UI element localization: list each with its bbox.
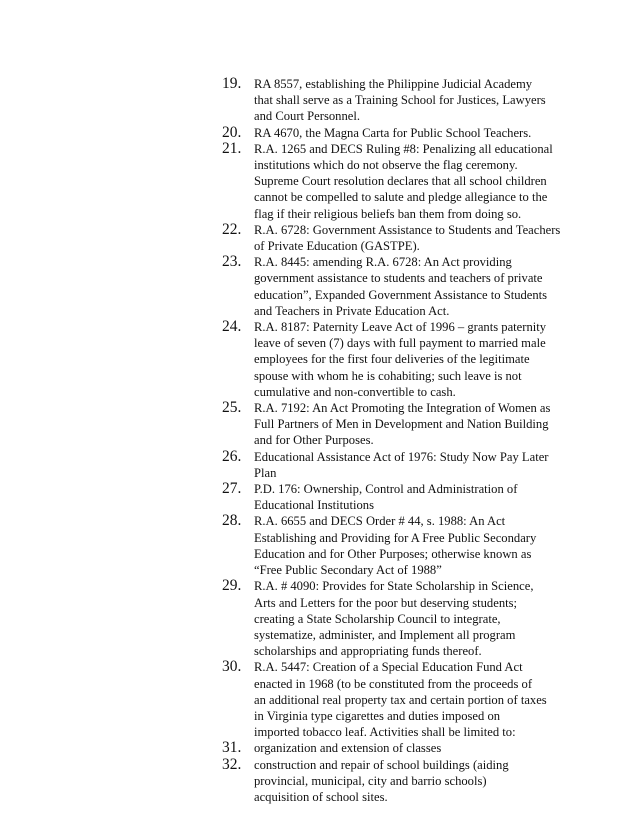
- list-item: [222, 319, 567, 400]
- item-text: R.A. 1265 and DECS Ruling #8: Penalizing all educational institutions which do not observe the flag ceremony. Supreme Court resolution declares that all school children cannot be compelled to salute and pledge allegiance to the flag if their religious beliefs ban them from doing so.: [254, 141, 553, 221]
- item-number: 28.: [222, 512, 242, 530]
- list-item: [222, 757, 567, 806]
- item-text: organization and extension of classes: [254, 741, 442, 756]
- item-number: 20.: [222, 123, 242, 141]
- item-text: R.A. 7192: An Act Promoting the Integration of Women as Full Partners of Men in Development and Nation Building and for Other Purposes.: [254, 401, 551, 448]
- list-item: [222, 125, 567, 141]
- item-number: 30.: [222, 658, 242, 676]
- list-item: [222, 481, 567, 513]
- list-item: [222, 578, 567, 659]
- item-number: 19.: [222, 75, 242, 92]
- item-text: Educational Assistance Act of 1976: Study Now Pay Later Plan: [254, 449, 549, 480]
- item-number: 22.: [222, 220, 242, 238]
- list-item: [222, 400, 567, 449]
- item-number: 23.: [222, 253, 242, 271]
- item-text: R.A. # 4090: Provides for State Scholarship in Science, Arts and Letters for the poor but deserving students; creating a State Scholarship Council to integrate, systematize, administer, and Implement all program scholarships and appropriating funds thereof.: [254, 579, 534, 659]
- list-item: [222, 141, 567, 222]
- list-item: [222, 449, 567, 481]
- item-text: P.D. 176: Ownership, Control and Administration of Educational Institutions: [254, 482, 518, 513]
- list-item: [222, 740, 567, 756]
- item-number: 32.: [222, 755, 242, 773]
- list-item: [222, 254, 567, 319]
- item-text: RA 8557, establishing the Philippine Judicial Academy that shall serve as a Training School for Justices, Lawyers and Court Personnel.: [254, 77, 546, 124]
- list-item: [222, 513, 567, 578]
- item-text: construction and repair of school buildings (aiding provincial, municipal, city and barrio schools) acquisition of school sites.: [254, 757, 509, 804]
- item-text: R.A. 6655 and DECS Order # 44, s. 1988: An Act Establishing and Providing for A Free Public Secondary Education and for Other Purposes; otherwise known as “Free Public Secondary Act of 1988”: [254, 514, 537, 578]
- item-number: 21.: [222, 139, 242, 157]
- item-text: R.A. 6728: Government Assistance to Students and Teachers of Private Education (GASTPE).: [254, 222, 561, 254]
- list-item: [222, 76, 567, 125]
- item-text: R.A. 5447: Creation of a Special Education Fund Act enacted in 1968 (to be constituted from the proceeds of an additional real property tax and certain portion of taxes in Virginia type cigarettes and duties imposed on imported tobacco leaf. Activities shall be limited to:: [254, 660, 547, 740]
- item-number: 25.: [222, 399, 242, 417]
- item-text: RA 4670, the Magna Carta for Public School Teachers.: [254, 125, 532, 140]
- list-item: [222, 659, 567, 740]
- list-item: [222, 222, 567, 254]
- item-number: 29.: [222, 577, 242, 595]
- laws-list: [222, 76, 567, 805]
- item-number: 31.: [222, 739, 242, 757]
- item-text: R.A. 8187: Paternity Leave Act of 1996 – grants paternity leave of seven (7) days with full payment to married male employees for the first four deliveries of the legitimate spouse with whom he is cohabiting; such leave is not cumulative and non-convertible to cash.: [254, 320, 547, 399]
- item-number: 26.: [222, 447, 242, 465]
- item-number: 24.: [222, 318, 242, 336]
- item-number: 27.: [222, 480, 242, 498]
- item-text: R.A. 8445: amending R.A. 6728: An Act providing government assistance to students and teachers of private education”, Expanded Government Assistance to Students and Teachers in Private Education Act.: [254, 255, 548, 318]
